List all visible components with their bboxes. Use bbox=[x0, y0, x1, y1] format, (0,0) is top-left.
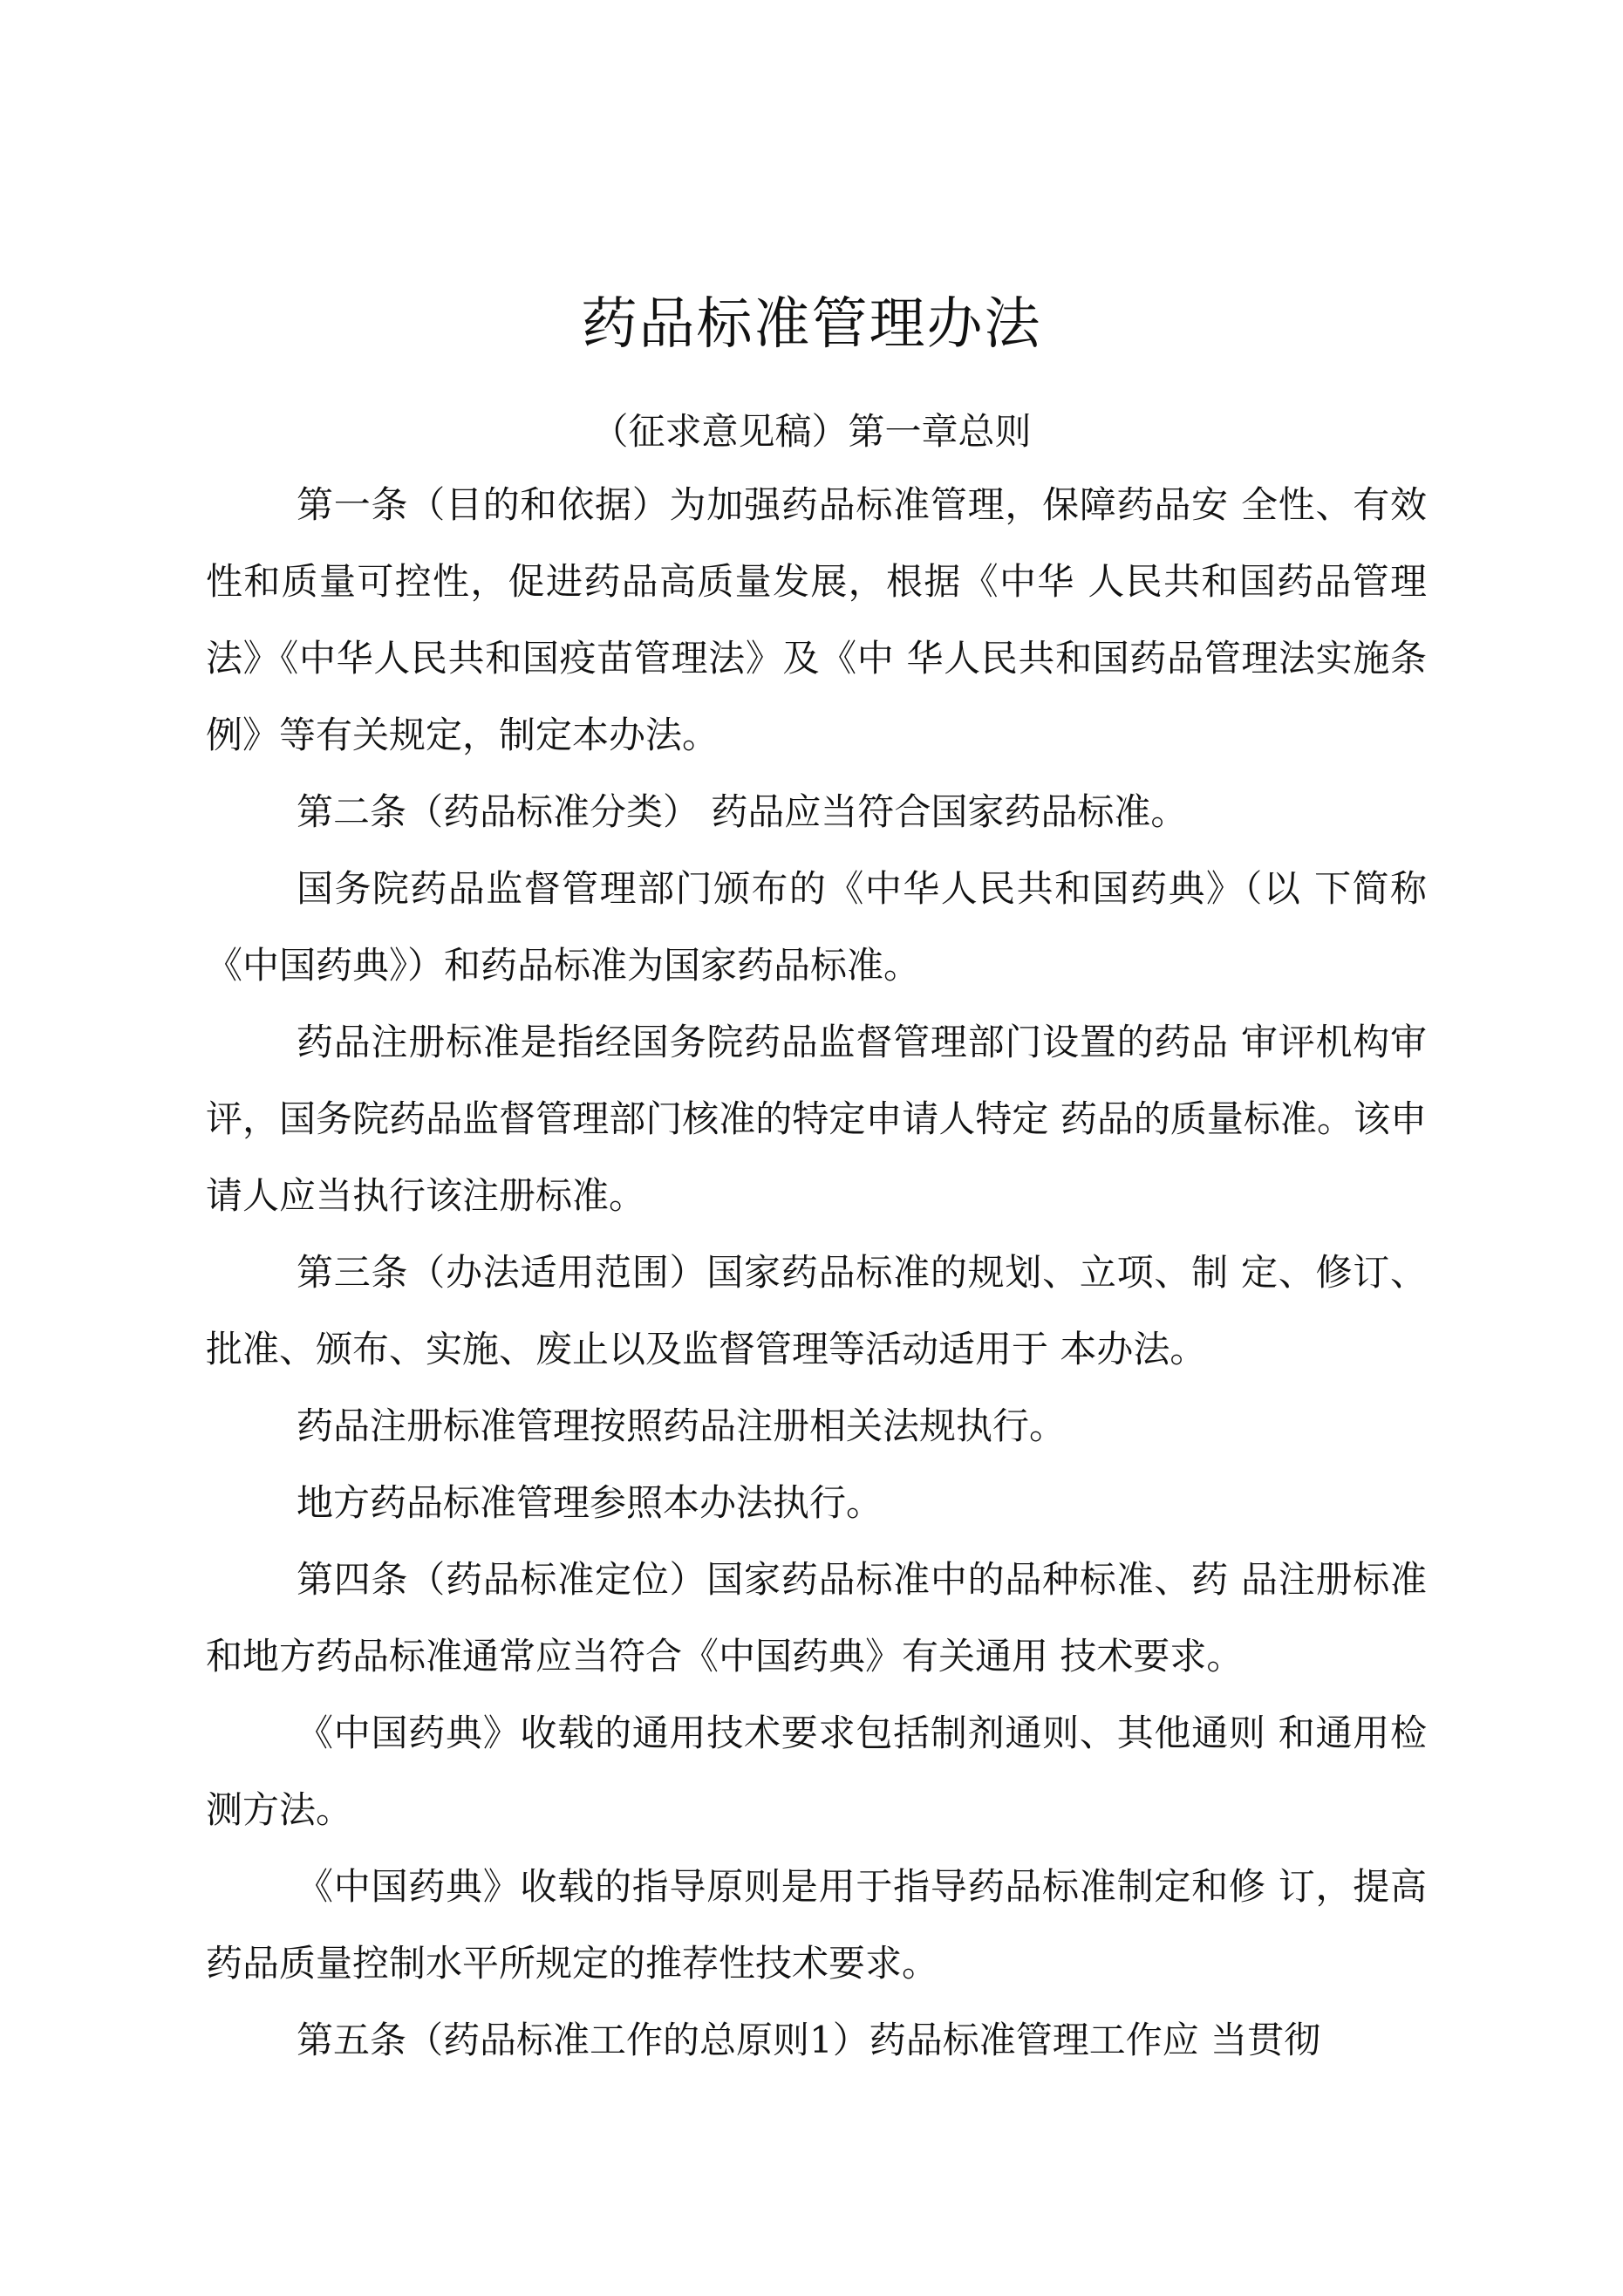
paragraph-article-2: 第二条（药品标准分类） 药品应当符合国家药品标准。 bbox=[297, 790, 1188, 833]
document-title: 药品标准管理办法 bbox=[581, 292, 1042, 357]
document-body bbox=[206, 467, 1427, 2079]
paragraph-article-4: 第四条（药品标准定位）国家药品标准中的品种标准、药 品注册标准和地方药品标准通常应当符合《中国药典》有关通用 技术要求。 bbox=[206, 1558, 1427, 1678]
paragraph-guiding-principles: 《中国药典》收载的指导原则是用于指导药品标准制定和修 订，提高药品质量控制水平所规定的推荐性技术要求。 bbox=[206, 1865, 1427, 1985]
paragraph-article-5: 第五条（药品标准工作的总原则1）药品标准管理工作应 当贯彻 bbox=[297, 2019, 1321, 2061]
paragraph-registration-standards: 药品注册标准是指经国务院药品监督管理部门设置的药品 审评机构审评，国务院药品监督管理部门核准的特定申请人特定 药品的质量标准。该申请人应当执行该注册标准。 bbox=[206, 1021, 1427, 1217]
paragraph-local-standards: 地方药品标准管理参照本办法执行。 bbox=[297, 1481, 883, 1524]
paragraph-general-requirements: 《中国药典》收载的通用技术要求包括制剂通则、其他通则 和通用检测方法。 bbox=[206, 1712, 1427, 1831]
document-subtitle: （征求意见稿）第一章总则 bbox=[591, 410, 1032, 453]
paragraph-article-1: 第一条（目的和依据）为加强药品标准管理，保障药品安 全性、有效性和质量可控性，促进药品高质量发展，根据《中华 人民共和国药品管理法》《中华人民共和国疫苗管理法》及《中 华人民共和国药品管理法实施条例》等有关规定，制定本办法。 bbox=[206, 483, 1427, 756]
paragraph-registration-management: 药品注册标准管理按照药品注册相关法规执行。 bbox=[297, 1404, 1067, 1447]
paragraph-article-3: 第三条（办法适用范围）国家药品标准的规划、立项、制 定、修订、批准、颁布、实施、废止以及监督管理等活动适用于 本办法。 bbox=[206, 1251, 1427, 1370]
paragraph-national-standards: 国务院药品监督管理部门颁布的《中华人民共和国药典》（以 下简称《中国药典》）和药品标准为国家药品标准。 bbox=[206, 867, 1427, 987]
